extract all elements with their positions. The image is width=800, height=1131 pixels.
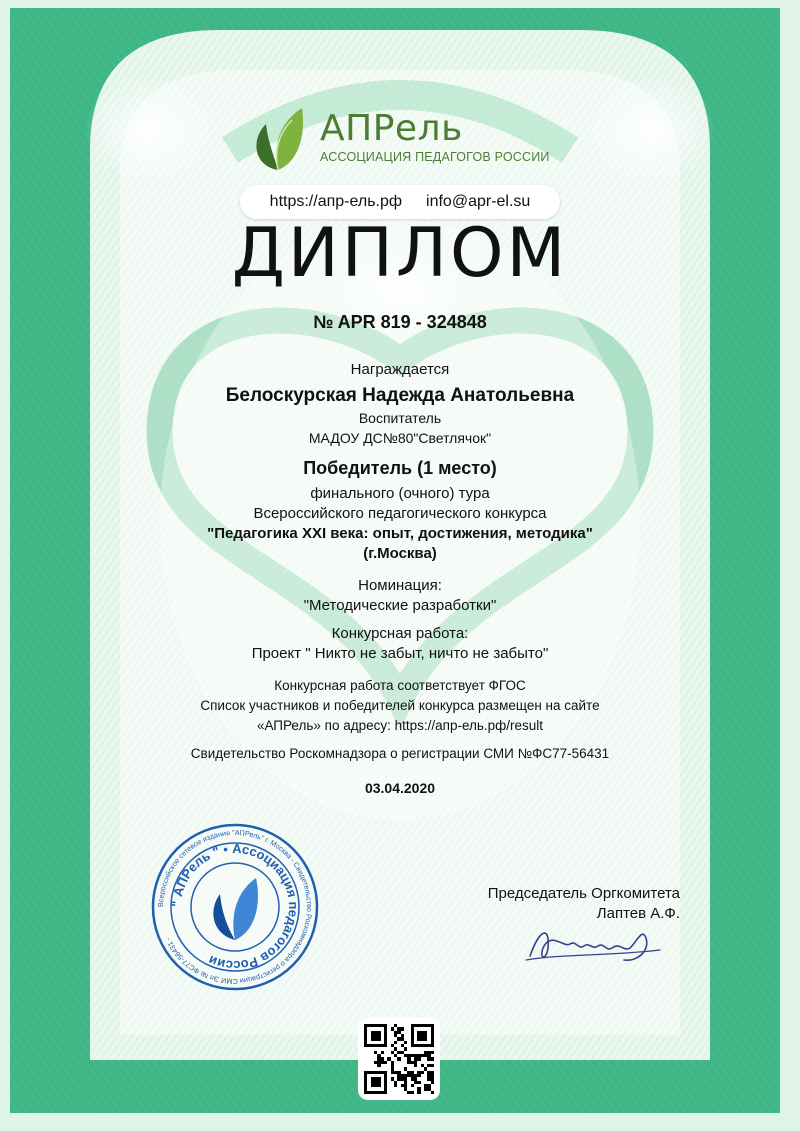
work-label: Конкурсная работа: xyxy=(331,625,469,642)
logo-name: АПРель xyxy=(320,108,463,149)
qr-code-icon[interactable] xyxy=(358,1018,440,1100)
awarded-label: Награждается xyxy=(350,361,450,378)
email-link[interactable]: info@apr-el.su xyxy=(426,193,531,210)
work-title: Проект " Никто не забыт, ничто не забыто" xyxy=(251,645,549,662)
leaf-icon xyxy=(248,106,306,172)
recipient-organization: МАДОУ ДС№80"Светлячок" xyxy=(308,430,492,446)
registration-note: Свидетельство Роскомнадзора о регистрации СМИ №ФС77-56431 xyxy=(190,746,610,761)
issue-date: 03.04.2020 xyxy=(364,780,436,796)
results-note-line-2: «АПРель» по адресу: https://апр-ель.рф/result xyxy=(256,718,544,733)
handwritten-signature xyxy=(520,918,670,968)
contest-city: (г.Москва) xyxy=(363,545,437,562)
chairman-title: Председатель Оргкомитета xyxy=(487,885,680,902)
chairman-name: Лаптев А.Ф. xyxy=(596,905,680,922)
contest-name: "Педагогика XXI века: опыт, достижения, методика" xyxy=(207,525,593,542)
association-logo xyxy=(248,100,558,180)
diploma-body xyxy=(100,312,700,798)
logo-subtitle: АССОЦИАЦИЯ ПЕДАГОГОВ РОССИИ xyxy=(320,150,550,164)
diploma-title: ДИПЛОМ xyxy=(231,214,569,293)
nomination-label: Номинация: xyxy=(358,577,442,594)
qr-code-grid xyxy=(364,1024,434,1094)
website-link[interactable]: https://апр-ель.рф xyxy=(269,193,403,210)
award-place: Победитель (1 место) xyxy=(303,458,497,478)
seal-inner-text: " АПРель " • Ассоциация педагогов России xyxy=(168,840,302,974)
contest-stage: финального (очного) тура xyxy=(310,485,490,502)
nomination-value: "Методические разработки" xyxy=(303,597,497,614)
seal-outer-text: Всероссийское сетевое издание "АПРель" г. Москва - Свидетельство Роскомнадзора о регистрации СМИ Эл № ФС77-56431 - xyxy=(155,827,315,987)
contest-type: Всероссийского педагогического конкурса xyxy=(253,505,547,522)
fgos-note: Конкурсная работа соответствует ФГОС xyxy=(274,678,526,693)
results-note-line-1: Список участников и победителей конкурса размещен на сайте xyxy=(200,698,600,713)
diploma-number: № APR 819 - 324848 xyxy=(313,312,487,332)
association-seal xyxy=(150,822,320,992)
recipient-name: Белоскурская Надежда Анатольевна xyxy=(225,385,575,406)
recipient-position: Воспитатель xyxy=(358,410,442,426)
